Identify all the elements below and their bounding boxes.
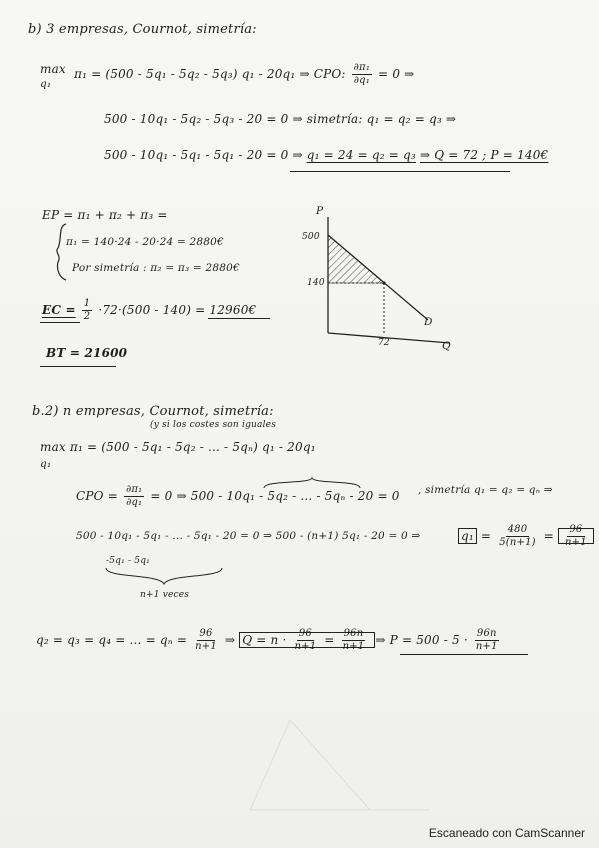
solution-equation: 500 - 10q₁ - 5q₁ - 5q₁ - 20 = 0 ⇒ q₁ = 24 = q₂ = q₃ ⇒ Q = 72 ; P = 140€ [104,148,549,162]
symmetry-profits: Por simetría : π₂ = π₃ = 2880€ [72,262,240,274]
graph-p-axis-label: P [316,205,324,217]
ep-equation: EP = π₁ + π₂ + π₃ = [42,208,168,222]
graph-q-axis-label: Q [442,340,451,352]
cpo-fraction: $\frac{\text{∂π₁}}{\text{∂q₁}}$ [353,62,371,86]
pi1-equation: π₁ = 140·24 - 20·24 = 2880€ [66,236,224,248]
graph-tick-500: 500 [302,232,320,242]
line3-equation: q₂ = q₃ = q₄ = ... = qₙ = $\frac{96}{n+1}$ ⇒ Q = n · $\frac{96}{n+1}$ = $\frac{96n}{n+1}$ ⇒ P = 500 - 5 · $\frac{96n}{n+1}$ [36,628,498,652]
line2-equation: 500 - 10q₁ - 5q₁ - ... - 5q₁ - 20 = 0 ⇒ 500 - (n+1) 5q₁ - 20 = 0 ⇒ [76,530,421,542]
costs-note: (y si los costes son iguales [150,420,277,430]
overbrace [262,476,362,490]
bt-underline [40,366,116,367]
underbrace [104,566,224,588]
graph-demand-label: D [424,316,433,328]
scanner-watermark: Escaneado con CamScanner [428,826,585,840]
max-expression-n: max π₁ = (500 - 5q₁ - 5q₂ - ... - 5qₙ) q₁ - 20q₁ [40,440,316,454]
profit-expression: π₁ = (500 - 5q₁ - 5q₂ - 5q₃) q₁ - 20q₁ ⇒ CPO: $\frac{\text{∂π₁}}{\text{∂q₁}}$ = 0 ⇒ [74,62,415,86]
bt-equation: BT = 21600 [46,346,128,360]
left-brace [52,222,72,282]
foc-equation: 500 - 10q₁ - 5q₂ - 5q₃ - 20 = 0 ⇒ simetría: q₁ = q₂ = q₃ ⇒ [104,112,457,126]
max-label: max [40,62,66,76]
section-title-b: b) 3 empresas, Cournot, simetría: [28,22,257,37]
q1-result: q₁ = $\frac{480}{5(n+1)}$ = $\frac{96}{n+1}$ [458,524,594,549]
underline-rule [290,171,510,172]
ec-value-underline [208,318,270,319]
graph-tick-140: 140 [307,278,325,288]
graph-tick-72: 72 [378,338,390,348]
max-var: q₁ [40,78,52,90]
price-underline [400,654,528,655]
ec-equation: EC = $\frac{1}{2}$ ·72·(500 - 140) = 12960€ [42,298,257,322]
underbrace-label: n+1 veces [140,590,190,600]
underbrace-terms: -5q₁ - 5q₁ [106,556,150,566]
section-title-b2: b.2) n empresas, Cournot, simetría: [32,404,274,419]
bleed-through [230,700,450,820]
symmetry-note-n: , simetría q₁ = q₂ = qₙ ⇒ [418,484,553,496]
max-var-n: q₁ [40,458,52,470]
ec-underline [40,322,80,323]
cpo-equation-n: CPO = $\frac{\text{∂π₁}}{\text{∂q₁}}$ = 0 ⇒ 500 - 10q₁ - 5q₂ - ... - 5qₙ - 20 = 0 [76,484,400,508]
